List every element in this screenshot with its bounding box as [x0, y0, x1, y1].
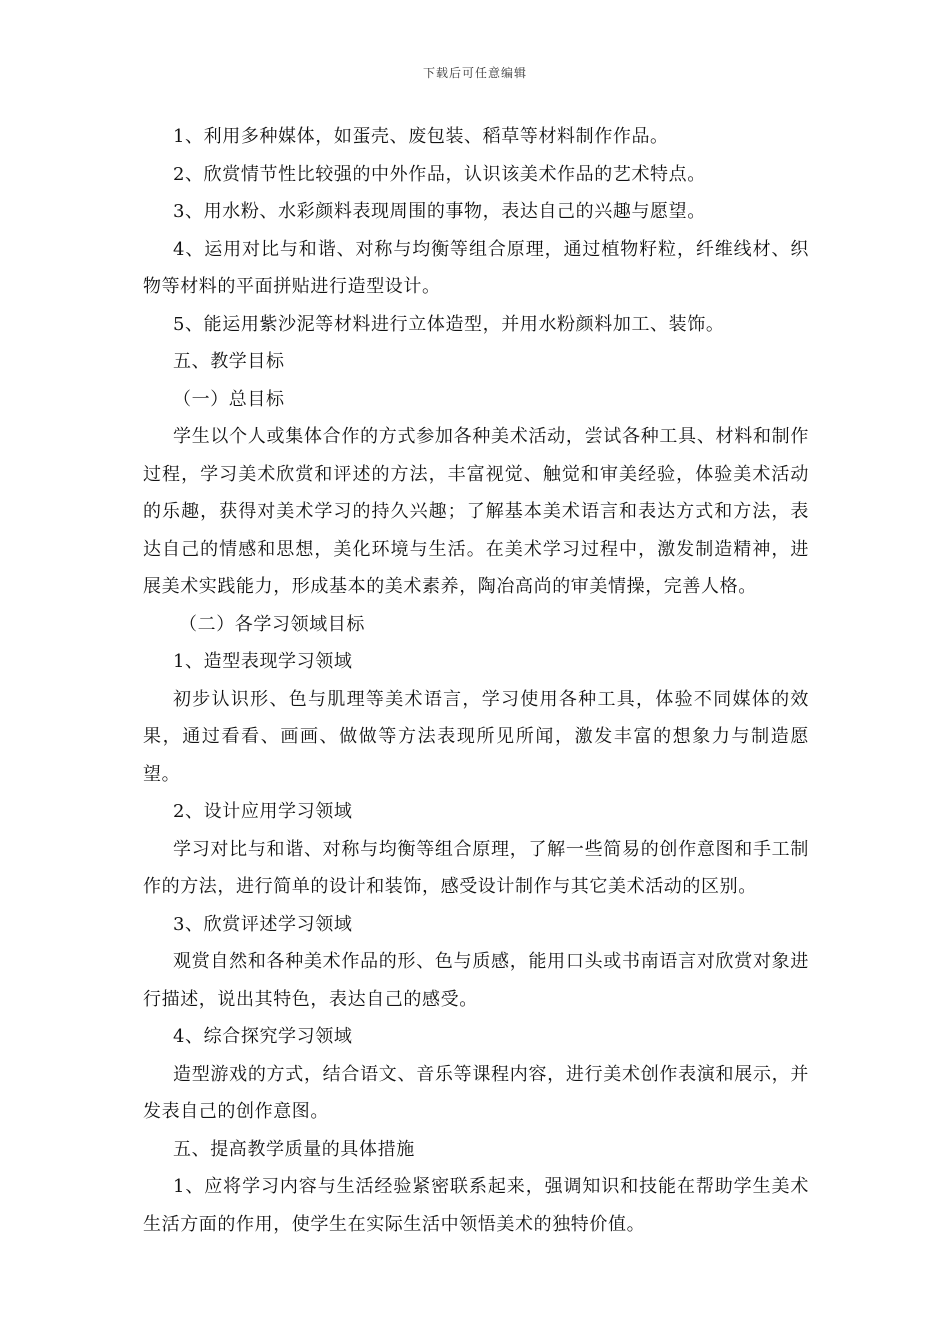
- page-header: 下载后可任意编辑: [422, 66, 527, 80]
- section-heading-quality-measures: 五、提高教学质量的具体措施: [173, 1138, 415, 1160]
- paragraph-modeling: 初步认识形、色与肌理等美术语言，学习使用各种工具，体验不同媒体的效果，通过看看、画画、做做等方法表现所见所闻，激发丰富的想象力与制造愿望。: [143, 688, 809, 785]
- subsection-heading-overall-goal: （一）总目标: [173, 388, 285, 410]
- list-item-watercolor: 3、用水粉、水彩颜料表现周围的事物，表达自己的兴趣与愿望。: [173, 201, 706, 222]
- paragraph-appreciation: 观赏自然和各种美术作品的形、色与质感，能用口头或书南语言对欣赏对象进行描述，说出其特色，表达自己的感受。: [143, 951, 809, 1010]
- list-item-appreciate-works: 2、欣赏情节性比较强的中外作品，认识该美术作品的艺术特点。: [173, 163, 706, 185]
- list-item-collage-design: 4、运用对比与和谐、对称与均衡等组合原理，通过植物籽粒，纤维线材、织物等材料的平面拼贴进行造型设计。: [143, 238, 809, 297]
- paragraph-overall-goal: 学生以个人或集体合作的方式参加各种美术活动，尝试各种工具、材料和制作过程，学习美术欣赏和评述的方法，丰富视觉、触觉和审美经验，体验美术活动的乐趣，获得对美术学习的持久兴趣；了解基本美术语言和表达方式和方法，表达自己的情感和思想，美化环境与生活。在美术学习过程中，激发制造精神，进展美术实践能力，形成基本的美术素养，陶冶高尚的审美情操，完善人格。: [143, 426, 809, 597]
- domain-heading-appreciation: 3、欣赏评述学习领域: [173, 913, 353, 935]
- subsection-heading-domain-goals: （二）各学习领域目标: [179, 613, 365, 635]
- list-item-use-media: 1、利用多种媒体，如蛋壳、废包装、稻草等材料制作作品。: [173, 126, 669, 147]
- domain-heading-exploration: 4、综合探究学习领域: [173, 1026, 353, 1047]
- paragraph-design: 学习对比与和谐、对称与均衡等组合原理，了解一些简易的创作意图和手工制作的方法，进行简单的设计和装饰，感受设计制作与其它美术活动的区别。: [143, 838, 809, 897]
- paragraph-exploration: 造型游戏的方式，结合语文、音乐等课程内容，进行美术创作表演和展示，并发表自己的创作意图。: [143, 1063, 809, 1122]
- paragraph-measure-1: 1、应将学习内容与生活经验紧密联系起来，强调知识和技能在帮助学生美术生活方面的作用，使学生在实际生活中领悟美术的独特价值。: [143, 1176, 809, 1235]
- document-body: [143, 118, 809, 1243]
- domain-heading-design: 2、设计应用学习领域: [173, 801, 353, 822]
- domain-heading-modeling: 1、造型表现学习领域: [173, 651, 353, 672]
- section-heading-teaching-goals: 五、教学目标: [173, 351, 285, 372]
- list-item-clay-modeling: 5、能运用紫沙泥等材料进行立体造型，并用水粉颜料加工、装饰。: [173, 313, 725, 335]
